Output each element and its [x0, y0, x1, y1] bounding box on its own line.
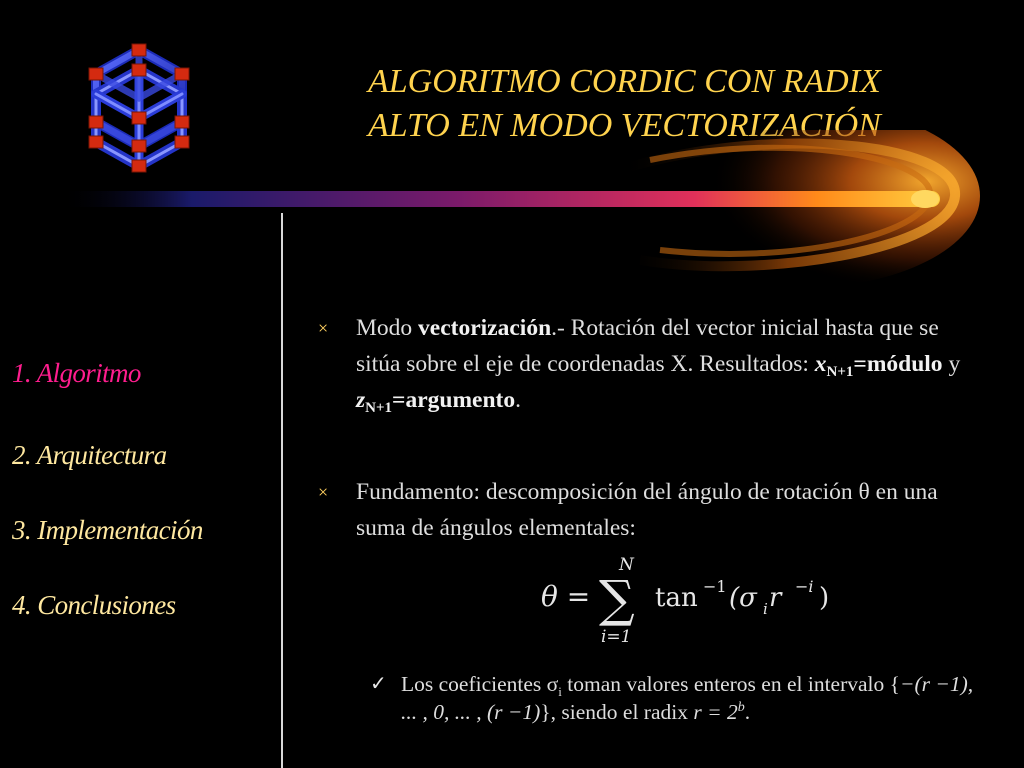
- formula-func-exp: −1: [703, 577, 727, 596]
- sub-bullet-text: Los coeficientes $\sigma_i$ toman valores enteros en el intervalo {−(r −1), ... , 0, ... , (r −1)}, siendo el radix $r = 2^b$.: [401, 672, 974, 724]
- nav-item-algoritmo[interactable]: 1. Algoritmo: [12, 358, 141, 388]
- title-line-1: ALGORITMO CORDIC CON RADIX: [368, 63, 881, 100]
- formula-sum-lower: i=1: [601, 627, 632, 647]
- nav-item-arquitectura[interactable]: 2. Arquitectura: [12, 440, 167, 470]
- comet-banner-decoration: [0, 130, 1024, 300]
- x-bullet-icon: ×: [318, 318, 329, 338]
- formula-arg-sub: i: [763, 600, 768, 618]
- formula-arg-open: (σ: [729, 583, 757, 613]
- nav-item-conclusiones[interactable]: 4. Conclusiones: [12, 590, 176, 620]
- vertical-divider: [281, 213, 283, 768]
- checkmark-icon: ✓: [370, 673, 387, 695]
- formula-func: tan: [655, 583, 698, 613]
- formula-sum-sign: ∑: [599, 570, 635, 628]
- angle-decomposition-formula: [533, 548, 843, 648]
- formula-sum-upper: N: [619, 555, 634, 575]
- title-line-2: ALTO EN MODO VECTORIZACIÓN: [368, 107, 881, 144]
- formula-arg-close: ): [819, 583, 830, 613]
- formula-arg-r: r: [769, 583, 782, 613]
- nav-item-implementacion[interactable]: 3. Implementación: [12, 515, 203, 545]
- bullet-text: Fundamento: descomposición del ángulo de rotación θ en una suma de ángulos elementales:: [356, 479, 938, 541]
- bullet-text: Modo vectorización.- Rotación del vector inicial hasta que se sitúa sobre el eje de coordenadas X. Resultados: $x_{N+1}=módulo$ y $z_{N+1}=argumento$.: [356, 315, 961, 416]
- formula-lhs: θ =: [541, 580, 591, 613]
- x-bullet-icon: ×: [318, 482, 329, 502]
- formula-arg-exp: −i: [795, 577, 814, 596]
